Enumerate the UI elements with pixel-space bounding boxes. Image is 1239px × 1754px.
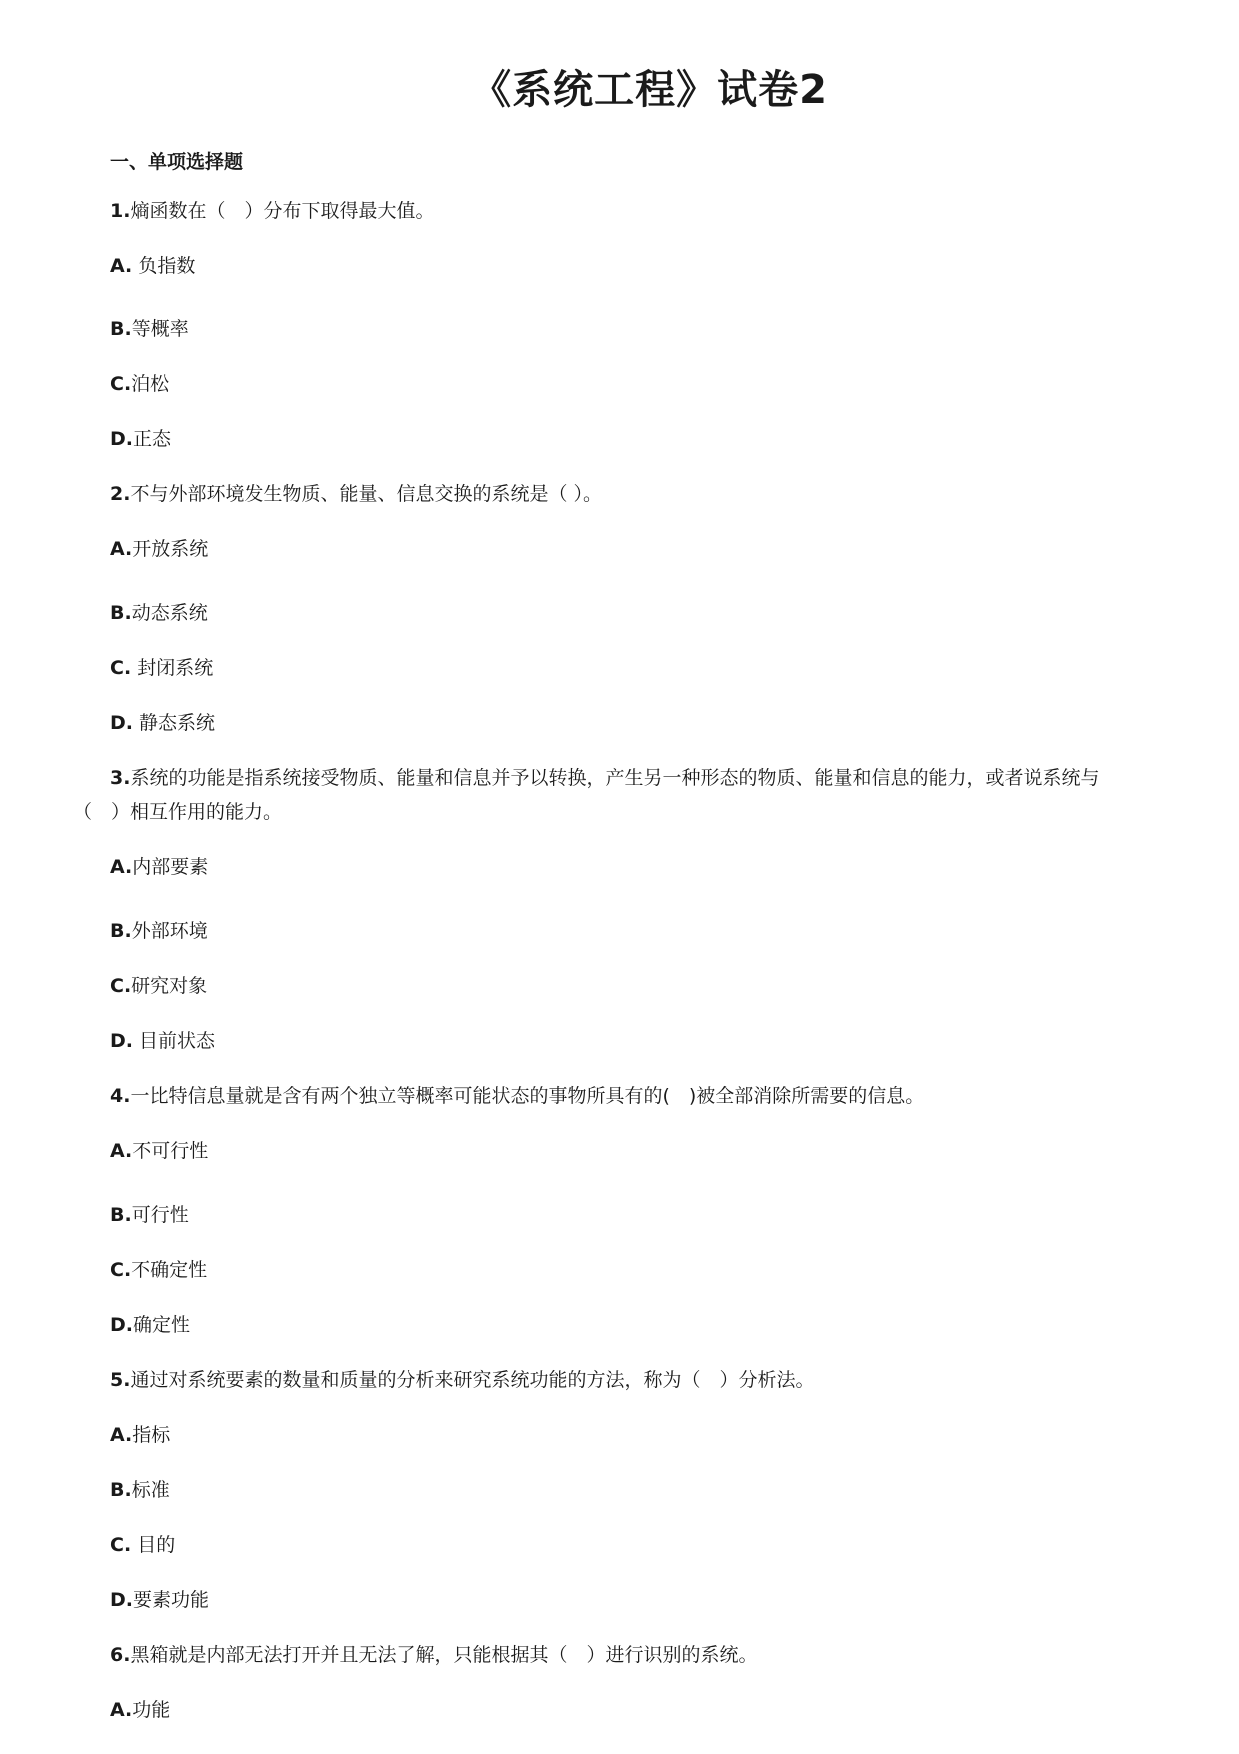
section-heading: 一、单项选择题 — [110, 151, 244, 173]
option-letter: B. — [110, 602, 132, 624]
option-text: 封闭系统 — [131, 657, 214, 679]
question-3-option-c — [110, 971, 207, 998]
option-letter: B. — [110, 318, 132, 340]
question-5-option-d — [110, 1585, 209, 1612]
option-text: 外部环境 — [131, 920, 208, 942]
option-text: 正态 — [133, 428, 172, 450]
option-text: 要素功能 — [133, 1589, 210, 1611]
question-4-stem — [110, 1081, 924, 1108]
option-letter: A. — [110, 255, 133, 277]
question-text: 一比特信息量就是含有两个独立等概率可能状态的事物所具有的( )被全部消除所需要的信息。 — [130, 1085, 925, 1107]
option-letter: A. — [110, 856, 133, 878]
option-text: 动态系统 — [131, 602, 208, 624]
question-1-stem — [110, 196, 434, 223]
option-text: 等概率 — [131, 318, 189, 340]
option-text: 开放系统 — [132, 538, 209, 560]
question-text: 通过对系统要素的数量和质量的分析来研究系统功能的方法，称为（ ）分析法。 — [130, 1369, 815, 1391]
question-1-option-d — [110, 424, 171, 451]
option-text: 功能 — [132, 1699, 171, 1721]
option-letter: A. — [110, 1140, 133, 1162]
question-text: 不与外部环境发生物质、能量、信息交换的系统是（ ）。 — [130, 483, 602, 505]
question-number: 4. — [110, 1085, 131, 1107]
question-3-option-a — [110, 852, 208, 879]
option-text: 静态系统 — [133, 712, 216, 734]
question-3-stem-continued: （ ）相互作用的能力。 — [73, 801, 283, 823]
question-number: 5. — [110, 1369, 131, 1391]
option-letter: D. — [110, 428, 133, 450]
question-text: 黑箱就是内部无法打开并且无法了解，只能根据其（ ）进行识别的系统。 — [130, 1644, 758, 1666]
option-letter: B. — [110, 1204, 132, 1226]
option-letter: C. — [110, 1534, 132, 1556]
question-6-option-a — [110, 1695, 170, 1722]
question-5-option-a — [110, 1420, 170, 1447]
option-text: 指标 — [132, 1424, 171, 1446]
option-text: 研究对象 — [131, 975, 208, 997]
question-number: 3. — [110, 767, 131, 789]
option-letter: B. — [110, 920, 132, 942]
option-letter: A. — [110, 538, 133, 560]
option-letter: C. — [110, 1259, 132, 1281]
question-5-option-b — [110, 1475, 170, 1502]
option-text: 标准 — [131, 1479, 170, 1501]
option-letter: D. — [110, 712, 133, 734]
question-4-option-b — [110, 1200, 189, 1227]
question-3-option-b — [110, 916, 208, 943]
question-text: 系统的功能是指系统接受物质、能量和信息并予以转换，产生另一种形态的物质、能量和信息的能力，或者说系统与 — [130, 767, 1100, 789]
option-text: 目的 — [131, 1534, 176, 1556]
option-text: 不确定性 — [131, 1259, 208, 1281]
option-letter: D. — [110, 1030, 133, 1052]
option-text: 目前状态 — [133, 1030, 216, 1052]
option-letter: C. — [110, 975, 132, 997]
option-letter: C. — [110, 373, 132, 395]
question-number: 1. — [110, 200, 131, 222]
question-5-stem — [110, 1365, 814, 1392]
option-letter: D. — [110, 1589, 133, 1611]
question-4-option-d — [110, 1310, 190, 1337]
option-letter: A. — [110, 1699, 133, 1721]
question-2-option-c — [110, 653, 213, 680]
option-text: 内部要素 — [132, 856, 209, 878]
question-text: 熵函数在（ ）分布下取得最大值。 — [130, 200, 435, 222]
question-4-option-c — [110, 1255, 207, 1282]
option-letter: C. — [110, 657, 132, 679]
question-4-option-a — [110, 1136, 208, 1163]
question-number: 2. — [110, 483, 131, 505]
question-5-option-c — [110, 1530, 175, 1557]
question-2-option-a — [110, 534, 208, 561]
option-text: 不可行性 — [132, 1140, 209, 1162]
question-2-option-b — [110, 598, 208, 625]
question-number: 6. — [110, 1644, 131, 1666]
page-title: 《系统工程》试卷2 — [471, 67, 828, 113]
option-letter: D. — [110, 1314, 133, 1336]
question-3-option-d — [110, 1026, 215, 1053]
question-1-option-c — [110, 369, 169, 396]
question-3-stem — [110, 763, 1099, 790]
question-2-option-d — [110, 708, 215, 735]
option-letter: A. — [110, 1424, 133, 1446]
option-text: 泊松 — [131, 373, 170, 395]
option-letter: B. — [110, 1479, 132, 1501]
option-text: 确定性 — [133, 1314, 191, 1336]
question-1-option-a — [110, 251, 195, 278]
option-text: 负指数 — [132, 255, 196, 277]
question-2-stem — [110, 479, 602, 506]
question-6-stem — [110, 1640, 757, 1667]
question-1-option-b — [110, 314, 189, 341]
option-text: 可行性 — [131, 1204, 189, 1226]
